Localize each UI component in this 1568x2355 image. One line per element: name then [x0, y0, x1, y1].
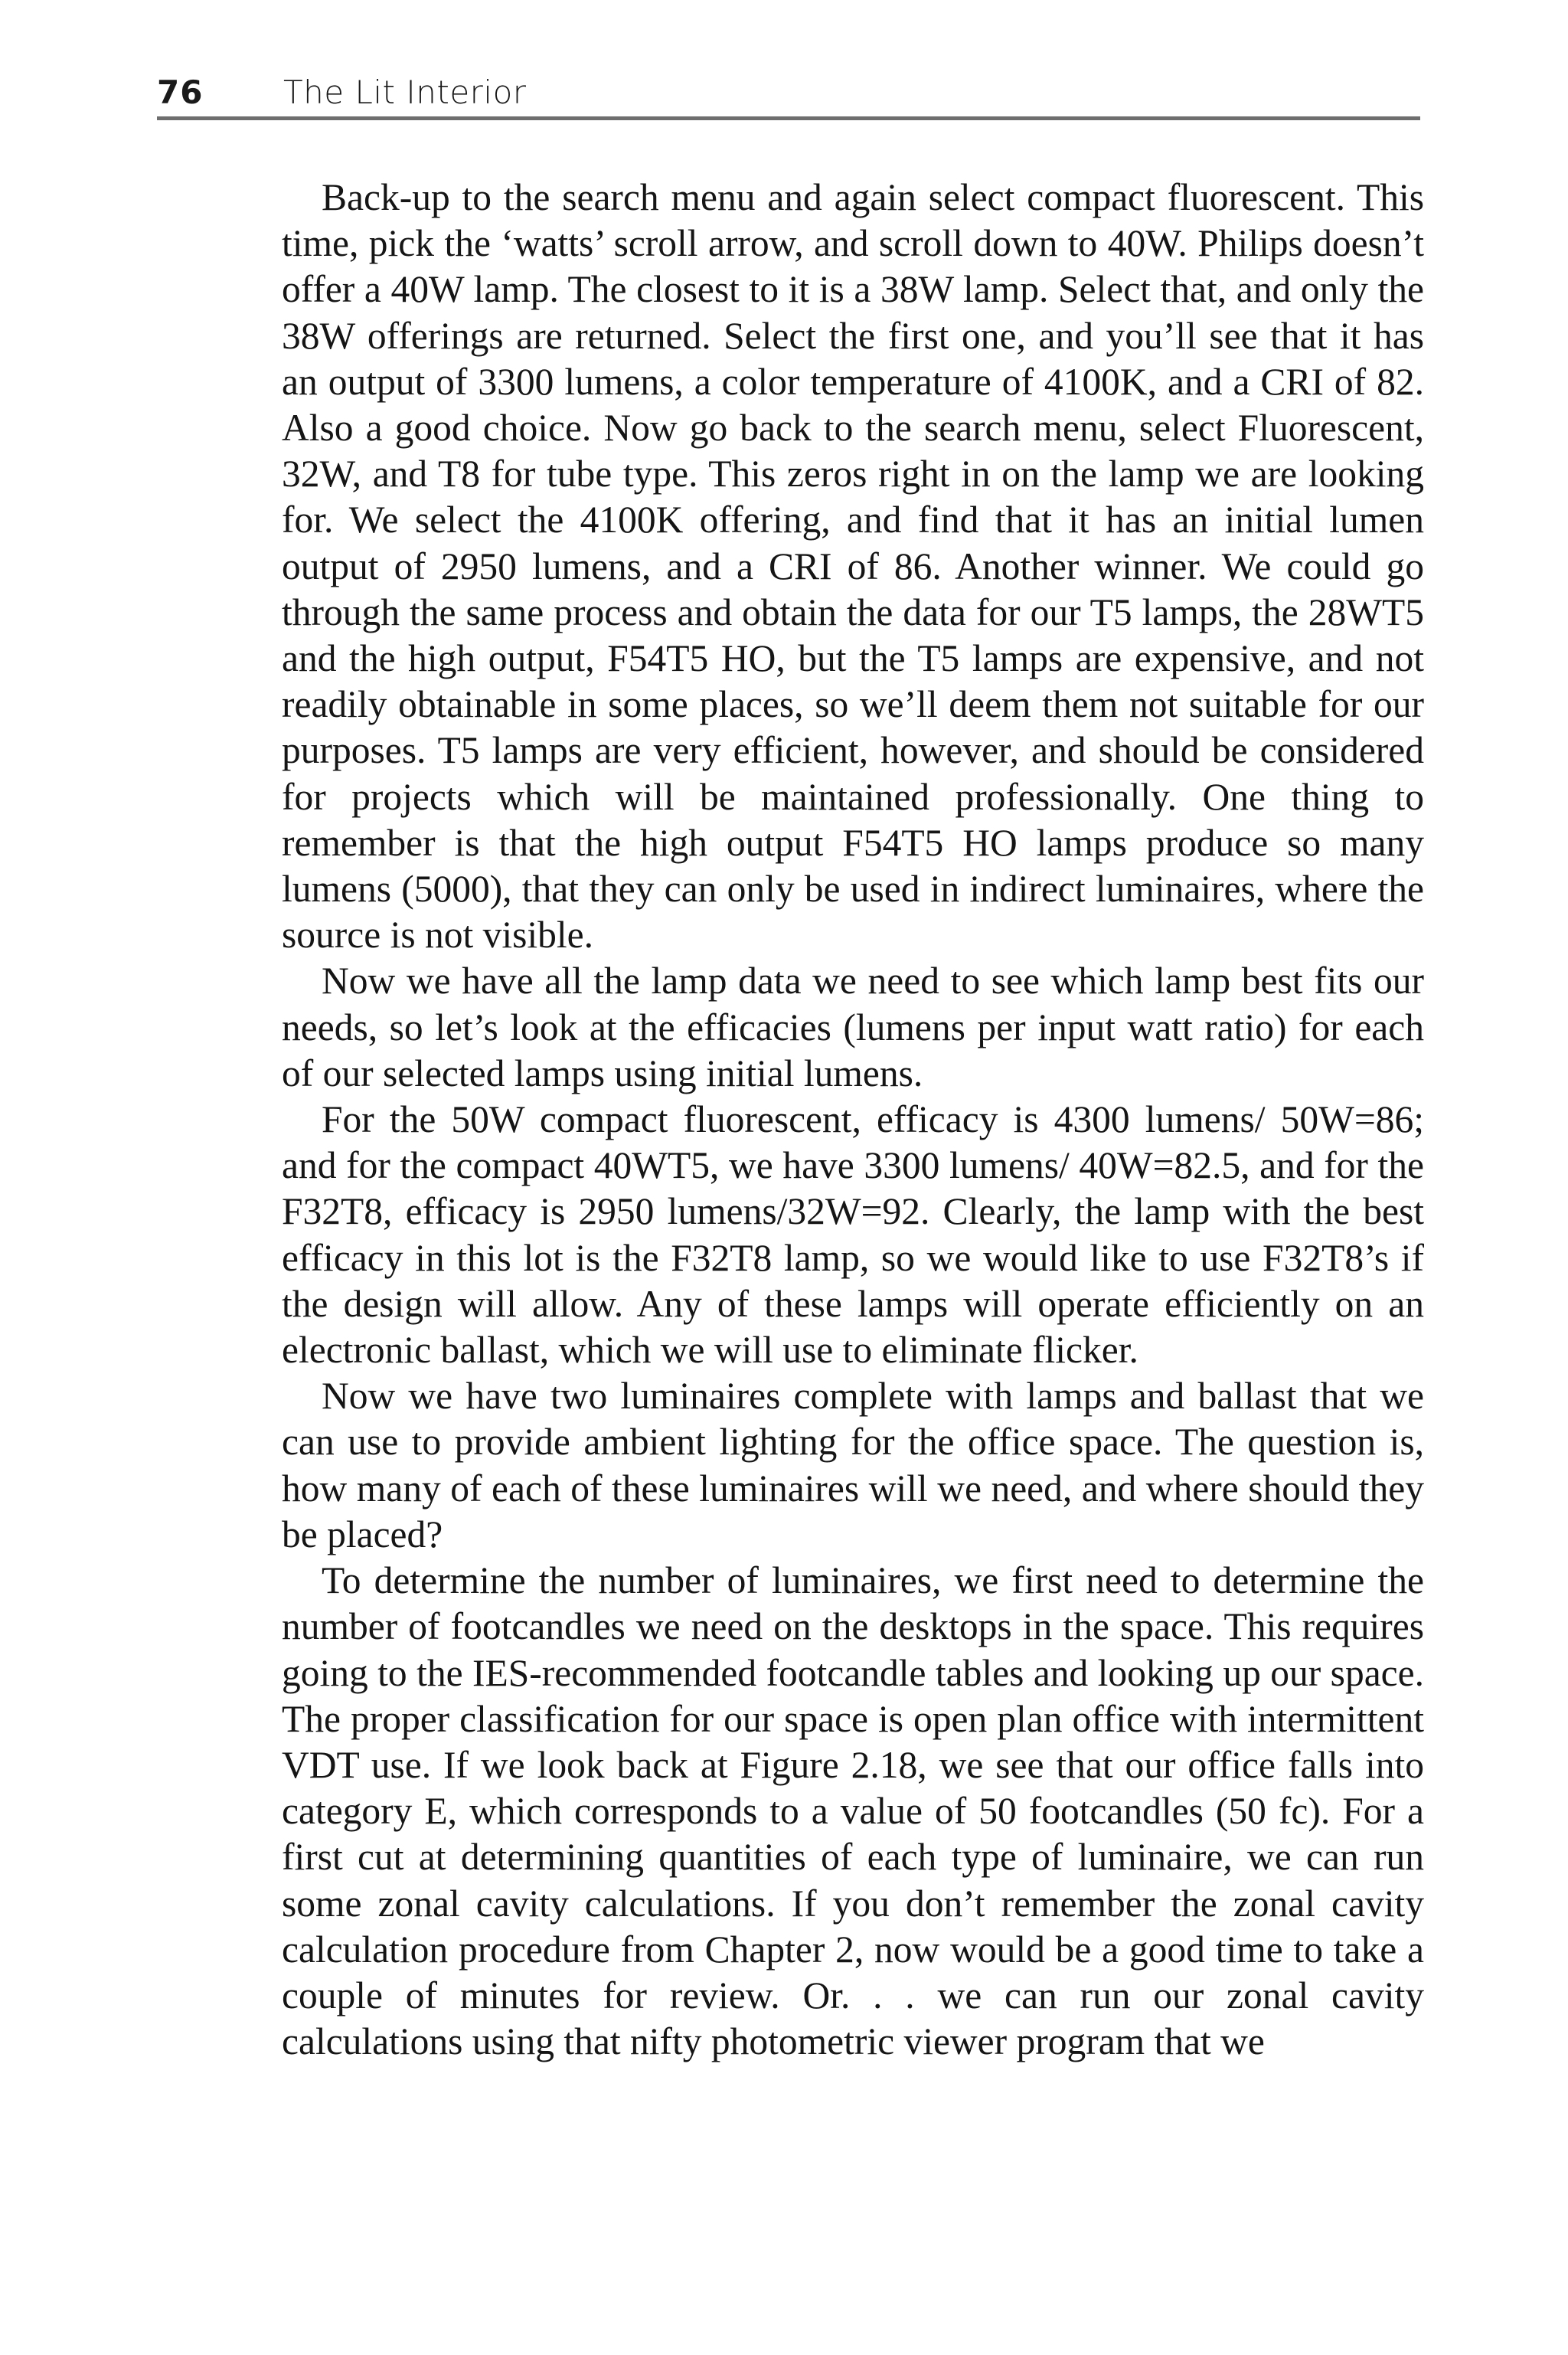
- paragraph: Now we have all the lamp data we need to see which lamp best fits our needs, so let’s look at the efficacies (lumens per input watt ratio) for each of our selected lamps using initial lumens.: [282, 960, 1424, 1094]
- header-rule: [157, 116, 1420, 120]
- page-number: 76: [157, 74, 204, 111]
- running-head: [157, 74, 1420, 119]
- paragraph: Now we have two luminaires complete with lamps and ballast that we can use to provide ambient lighting for the office space. The question is, how many of each of these luminaires will we need, and where should they be placed?: [282, 1375, 1424, 1555]
- running-head-title: The Lit Interior: [283, 74, 527, 111]
- body-text: [282, 175, 1424, 2065]
- paragraph: Back-up to the search menu and again select compact fluorescent. This time, pick the ‘watts’ scroll arrow, and scroll down to 40W. Philips doesn’t offer a 40W lamp. The closest to it is a 38W lamp. Select that, and only the 38W offerings are returned. Select the first one, and you’ll see that it has an output of 3300 lumens, a color temperature of 4100K, and a CRI of 82. Also a good choice. Now go back to the search menu, select Fluorescent, 32W, and T8 for tube type. This zeros right in on the lamp we are looking for. We select the 4100K offering, and find that it has an initial lumen output of 2950 lumens, and a CRI of 86. Another winner. We could go through the same process and obtain the data for our T5 lamps, the 28WT5 and the high output, F54T5 HO, but the T5 lamps are expensive, and not readily obtainable in some places, so we’ll deem them not suitable for our purposes. T5 lamps are very efficient, however, and should be considered for projects which will be maintained professionally. One thing to remember is that the high output F54T5 HO lamps produce so many lumens (5000), that they can only be used in indirect luminaires, where the source is not visible.: [282, 176, 1424, 957]
- paragraph: For the 50W compact fluorescent, efficacy is 4300 lumens/ 50W=86; and for the compact 40WT5, we have 3300 lumens/ 40W=82.5, and for the F32T8, efficacy is 2950 lumens/32W=92. Clearly, the lamp with the best efficacy in this lot is the F32T8 lamp, so we would like to use F32T8’s if the design will allow. Any of these lamps will operate efficiently on an electronic ballast, which we will use to eliminate flicker.: [282, 1098, 1424, 1372]
- paragraph: To determine the number of luminaires, we first need to determine the number of footcandles we need on the desktops in the space. This requires going to the IES-recommended footcandle tables and looking up our space. The proper classification for our space is open plan office with intermittent VDT use. If we look back at Figure 2.18, we see that our office falls into category E, which corresponds to a value of 50 footcandles (50 fc). For a first cut at determining quantities of each type of luminaire, we can run some zonal cavity calculations. If you don’t remember the zonal cavity calculation procedure from Chapter 2, now would be a good time to take a couple of minutes for review. Or. . . we can run our zonal cavity calculations using that nifty photometric viewer program that we: [282, 1559, 1424, 2063]
